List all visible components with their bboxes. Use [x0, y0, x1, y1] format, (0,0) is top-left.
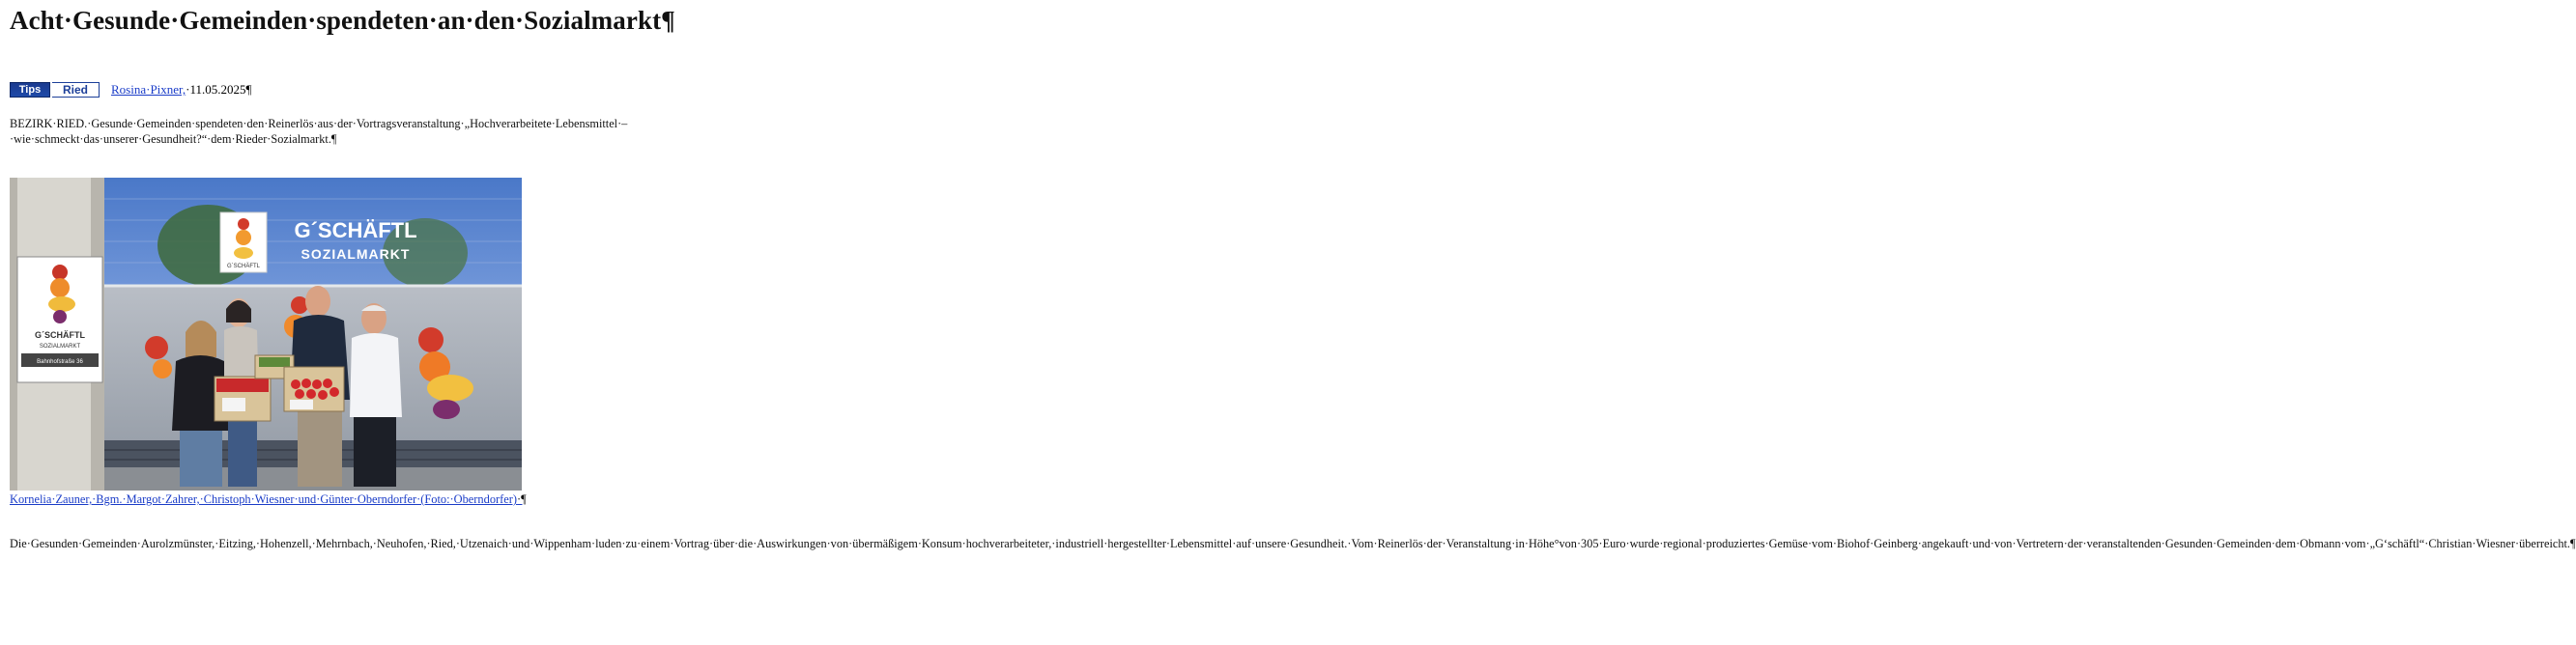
author-link[interactable]: Rosina·Pixner,	[111, 82, 186, 97]
board-subtitle: SOZIALMARKT	[39, 344, 81, 350]
board-address: Bahnhofstraße 36	[37, 359, 83, 365]
publish-date: ·11.05.2025¶	[186, 82, 252, 97]
crate-right	[284, 367, 344, 411]
byline	[111, 82, 251, 98]
article-photo	[10, 178, 522, 491]
photo-caption	[10, 492, 551, 508]
ried-logo: Ried	[52, 82, 100, 98]
photo-illustration	[10, 178, 522, 491]
caption-pilcrow: ·¶	[517, 492, 527, 506]
article-meta	[10, 79, 251, 100]
pillar-board	[17, 257, 102, 382]
document-page	[10, 0, 2576, 550]
photo-caption-text: Kornelia·Zauner,·Bgm.·Margot·Zahrer,·Christoph·Wiesner·und·Günter·Oberndorfer·(Foto:·Oberndorfer)	[10, 492, 518, 506]
tips-logo: Tips	[10, 82, 50, 98]
facade-sign-subtitle: SOZIALMARKT	[301, 246, 411, 262]
board-title: G´SCHÄFTL	[35, 330, 85, 340]
body-paragraph: Die·Gesunden·Gemeinden·Aurolzmünster,·Eitzing,·Hohenzell,·Mehrnbach,·Neuhofen,·Ried,·Utzenaich·und·Wippenham·luden·zu·einem·Vortrag·über·die·Auswirkungen·von·übermäßigem·Konsum·hochverarbeiteter,·industriell·hergestellter·Lebensmittel·auf·unsere·Gesundheit.·Vom·Reinerlös·der·Veranstaltung·in·Höhe°von·305·Euro·wurde·regional·produziertes·Gemüse·vom·Biohof·Geinberg·angekauft·und·von·Vertretern·der·veranstaltenden·Gesunden·Gemeinden·dem·Obmann·vom·„G‘schäftl“·Christian·Wiesner·überreicht.¶	[10, 537, 2576, 550]
lead-paragraph: BEZIRK·RIED.·Gesunde·Gemeinden·spendeten·den·Reinerlös·aus·der·Vortragsveranstaltung·„Hochverarbeitete·Lebensmittel·–·wie·schmeckt·das·unserer·Gesundheit?“·dem·Rieder·Sozialmarkt.¶	[10, 117, 628, 146]
svg-text:G´SCHÄFTL: G´SCHÄFTL	[226, 264, 261, 269]
facade-sign-title: G´SCHÄFTL	[294, 218, 417, 242]
article-headline: Acht·Gesunde·Gemeinden·spendeten·an·den·Sozialmarkt¶	[10, 6, 675, 35]
crate-left	[215, 377, 271, 421]
